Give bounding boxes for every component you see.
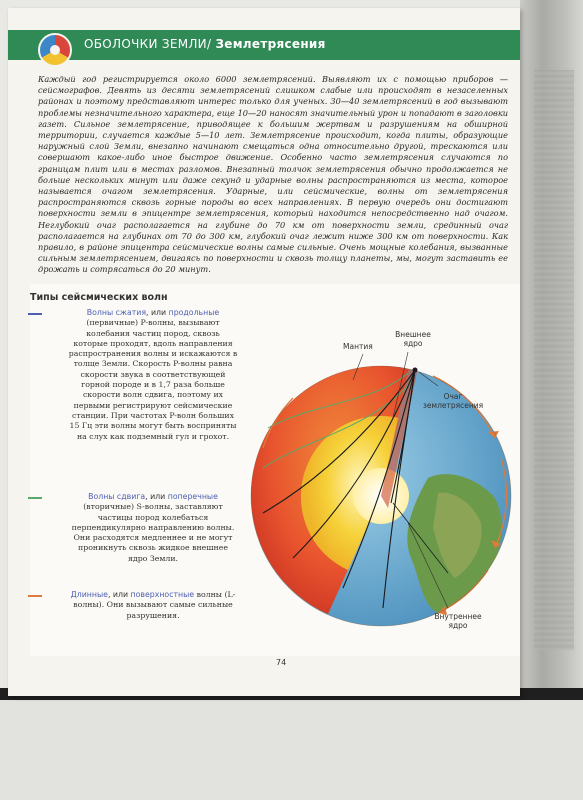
book-page <box>8 8 520 696</box>
section-title: Типы сейсмических волн <box>30 292 168 303</box>
label-mantle: Мантия <box>343 342 373 351</box>
legend-p-waves <box>28 308 238 442</box>
scan-bottom-area <box>0 700 583 800</box>
earth-globe-svg <box>233 308 523 638</box>
earth-cross-section-diagram <box>233 308 523 638</box>
label-outer-core: Внешнее ядро <box>395 330 431 348</box>
book-gutter <box>520 0 583 700</box>
chapter-title-sub: Землетрясения <box>215 37 326 51</box>
chapter-title <box>84 37 326 51</box>
page-number: 74 <box>276 658 287 667</box>
legend-s-waves <box>28 492 238 564</box>
l-wave-name-alt: поверхностные <box>130 590 195 599</box>
p-wave-name: Волны сжатия <box>86 308 147 317</box>
chapter-title-main: ОБОЛОЧКИ ЗЕМЛИ/ <box>84 37 212 51</box>
s-wave-name: Волны сдвига <box>88 492 146 501</box>
p-wave-or: , или <box>146 308 169 317</box>
series-logo-icon <box>38 33 72 67</box>
label-focus: Очаг землетрясения <box>422 392 484 410</box>
next-page-edge <box>534 70 574 650</box>
s-wave-name-alt: поперечные <box>167 492 218 501</box>
s-wave-line-swatch <box>28 497 42 499</box>
s-wave-or: , или <box>145 492 168 501</box>
chapter-header <box>8 30 520 60</box>
l-wave-description: волны (L-волны). Они вызывают самые сильные разрушения. <box>73 590 236 620</box>
l-wave-or: , или <box>107 590 131 599</box>
p-wave-line-swatch <box>28 313 42 315</box>
label-inner-core: Внутреннее ядро <box>434 612 482 630</box>
s-wave-description: (вторичные) S-волны, заставляют частицы пород колебаться перпендикулярно направлению волны. Они расходятся медленнее и не могут проникнуть сквозь жидкое внешнее ядро Земли. <box>71 502 235 563</box>
p-wave-name-alt: продольные <box>168 308 220 317</box>
earthquake-focus-point <box>413 368 418 373</box>
intro-paragraph: Каждый год регистрируется около 6000 землетрясений. Выявляют их с помощью приборов — сейсмографов. Девять из десяти землетрясений слишком слабые или происходят в незаселенных районах и поэтому представляют интерес только для ученых. 30—40 землетрясений в год вызывают проблемы незначительного характера, еще 10—20 наносят значительный урон и попадают в заголовки газет. Сильное землетрясение, приводящее к большим жертвам и разрушениям на обширной территории, случается каждые 5—10 лет. Землетрясение происходит, когда плиты, образующие наружный слой Земли, внезапно начинают смещаться одна относительно другой, трескаются или совершают какое-либо иное быстрое движение. Особенно часто землетрясения случаются по границам плит или в местах разломов. Внезапный толчок землетрясения обычно продолжается не больше нескольких минут или даже секунд и ударные волны распространяются из места, которое называется очагом землетрясения. Ударные, или сейсмические, волны от землетрясения распространяются сквозь горные породы во всех направлениях. В первую очередь они достигают поверхности земли в эпицентре землетрясения, который находится непосредственно над очагом. Неглубокий очаг располагается на глубине до 70 км от поверхности земли, срединный очаг располагается на глубинах от 70 до 300 км, глубокий очаг лежит ниже 300 км от поверхности. Как правило, в районе эпицентра сейсмические волны самые сильные. Очень мощные колебания, вызванные сильным землетрясением, двигаясь по поверхности и сквозь толщу планеты, мы, могут заставить ее дрожать и сотрясаться до 20 минут. <box>38 74 508 275</box>
p-wave-description: (первичные) P-волны, вызывают колебания частиц пород, сквозь которые проходят, вдоль направления распространения волны и искажаются в толще Земли. Скорость P-волны равна скорости звука в соответствующей горной породе и в 1,7 раза больше скорости волн сдвига, поэтому их первыми регистрируют сейсмические станции. При частотах P-волн больших 15 Гц эти волны могут быть восприняты на слух как подземный гул и грохот. <box>68 318 238 441</box>
l-wave-name: Длинные <box>70 590 108 599</box>
legend-l-waves <box>28 590 238 621</box>
l-wave-line-swatch <box>28 595 42 597</box>
